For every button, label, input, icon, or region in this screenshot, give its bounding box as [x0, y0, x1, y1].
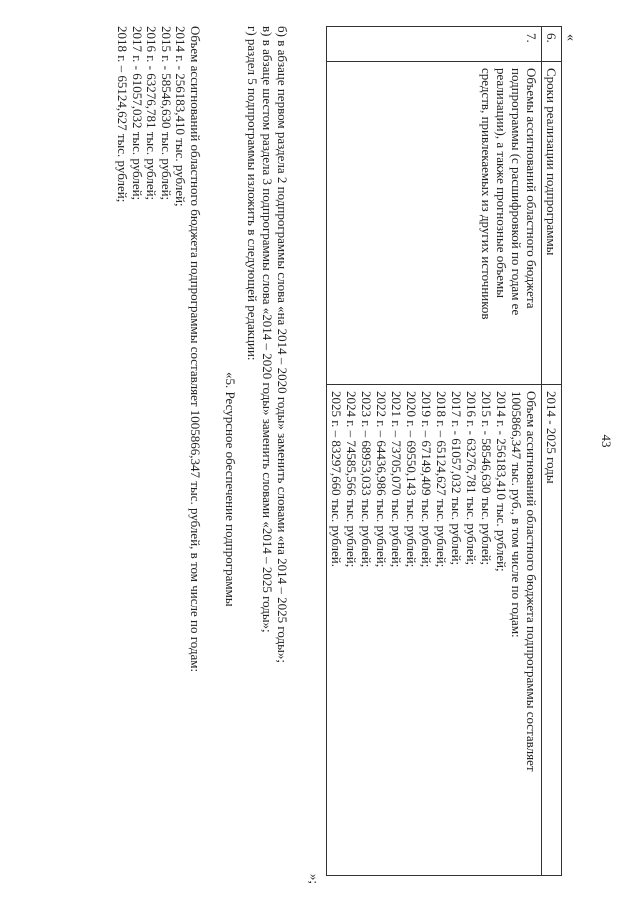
paragraph-b: б) в абзаце первом раздела 2 подпрограммы слова «на 2014 – 2020 годы» заменить словами «на 2014 – 2025 годы»; — [275, 26, 290, 663]
value-line: 2020 г. – 69550,143 тыс. рублей; — [404, 391, 419, 568]
funding-paragraph — [114, 26, 202, 672]
subprogram-table — [326, 26, 562, 876]
value-line: 2017 г. - 61057,032 тыс. рублей; — [449, 391, 464, 566]
page-number: 43 — [599, 434, 614, 448]
row-number: 6. — [542, 27, 562, 62]
value-line: 2015 г. - 58546,630 тыс. рублей; — [479, 391, 494, 566]
value-line: 2018 г. – 65124,627 тыс. рублей; — [434, 391, 449, 568]
value-line: 2019 г. – 67149,409 тыс. рублей; — [419, 391, 434, 568]
funding-line: 2018 г. – 65124,627 тыс. рублей; — [115, 26, 131, 203]
label-line: реализации), а также прогнозные объемы — [494, 68, 509, 298]
rotated-document — [40, 12, 580, 892]
section-heading: «5. Ресурсное обеспечение подпрограммы — [223, 372, 238, 607]
value-line: Объем ассигнований областного бюджета подпрограммы составляет — [524, 391, 539, 772]
value-line: 2022 г. – 64436,986 тыс. рублей; — [374, 391, 389, 568]
quote-open: « — [563, 34, 578, 41]
value-line: 2016 г. - 63276,781 тыс. рублей; — [464, 391, 479, 566]
label-line: подпрограммы (с расшифровкой по годам ее — [509, 68, 524, 316]
row-value: 2014 - 2025 годы — [542, 385, 562, 876]
table-row — [542, 27, 562, 876]
value-line: 1005866,347 тыс. руб., в том числе по годам: — [509, 391, 524, 638]
funding-line: Объем ассигнований областного бюджета подпрограммы составляет 1005866,347 тыс. рублей, в том числе по годам: — [188, 26, 203, 673]
label-line: средств, привлекаемых из других источников — [479, 68, 494, 320]
value-line: 2024 г. – 74585,566 тыс. рублей; — [344, 391, 359, 568]
row-number: 7. — [327, 27, 542, 62]
value-line: 2025 г. – 83297,660 тыс. рублей. — [329, 391, 344, 567]
paragraph-g: г) раздел 5 подпрограммы изложить в следующей редакции: — [245, 26, 260, 361]
funding-line: 2015 г. - 58546,630 тыс. рублей; — [158, 26, 174, 201]
label-line: Объемы ассигнований областного бюджета — [524, 68, 539, 309]
quote-close: »; — [307, 873, 322, 884]
table-row — [327, 27, 542, 876]
paragraph-v: в) в абзаце шестом раздела 3 подпрограммы слова «2014 – 2020 годы» заменить словами «2014 – 2025 годы»; — [260, 26, 275, 633]
row-label: Сроки реализации подпрограммы — [542, 62, 562, 385]
value-line: 2023 г. – 68953,033 тыс. рублей; — [359, 391, 374, 568]
funding-line: 2016 г. - 63276,781 тыс. рублей; — [144, 26, 160, 201]
value-line: 2021 г. – 73705,070 тыс. рублей; — [389, 391, 404, 568]
funding-line: 2017 г. - 61057,032 тыс. рублей; — [129, 26, 145, 201]
funding-line: 2014 г. - 256183,410 тыс. рублей; — [173, 26, 189, 207]
row-value — [327, 385, 542, 876]
value-line: 2014 г. - 256183,410 тыс. рублей; — [494, 391, 509, 572]
row-label — [327, 62, 542, 385]
